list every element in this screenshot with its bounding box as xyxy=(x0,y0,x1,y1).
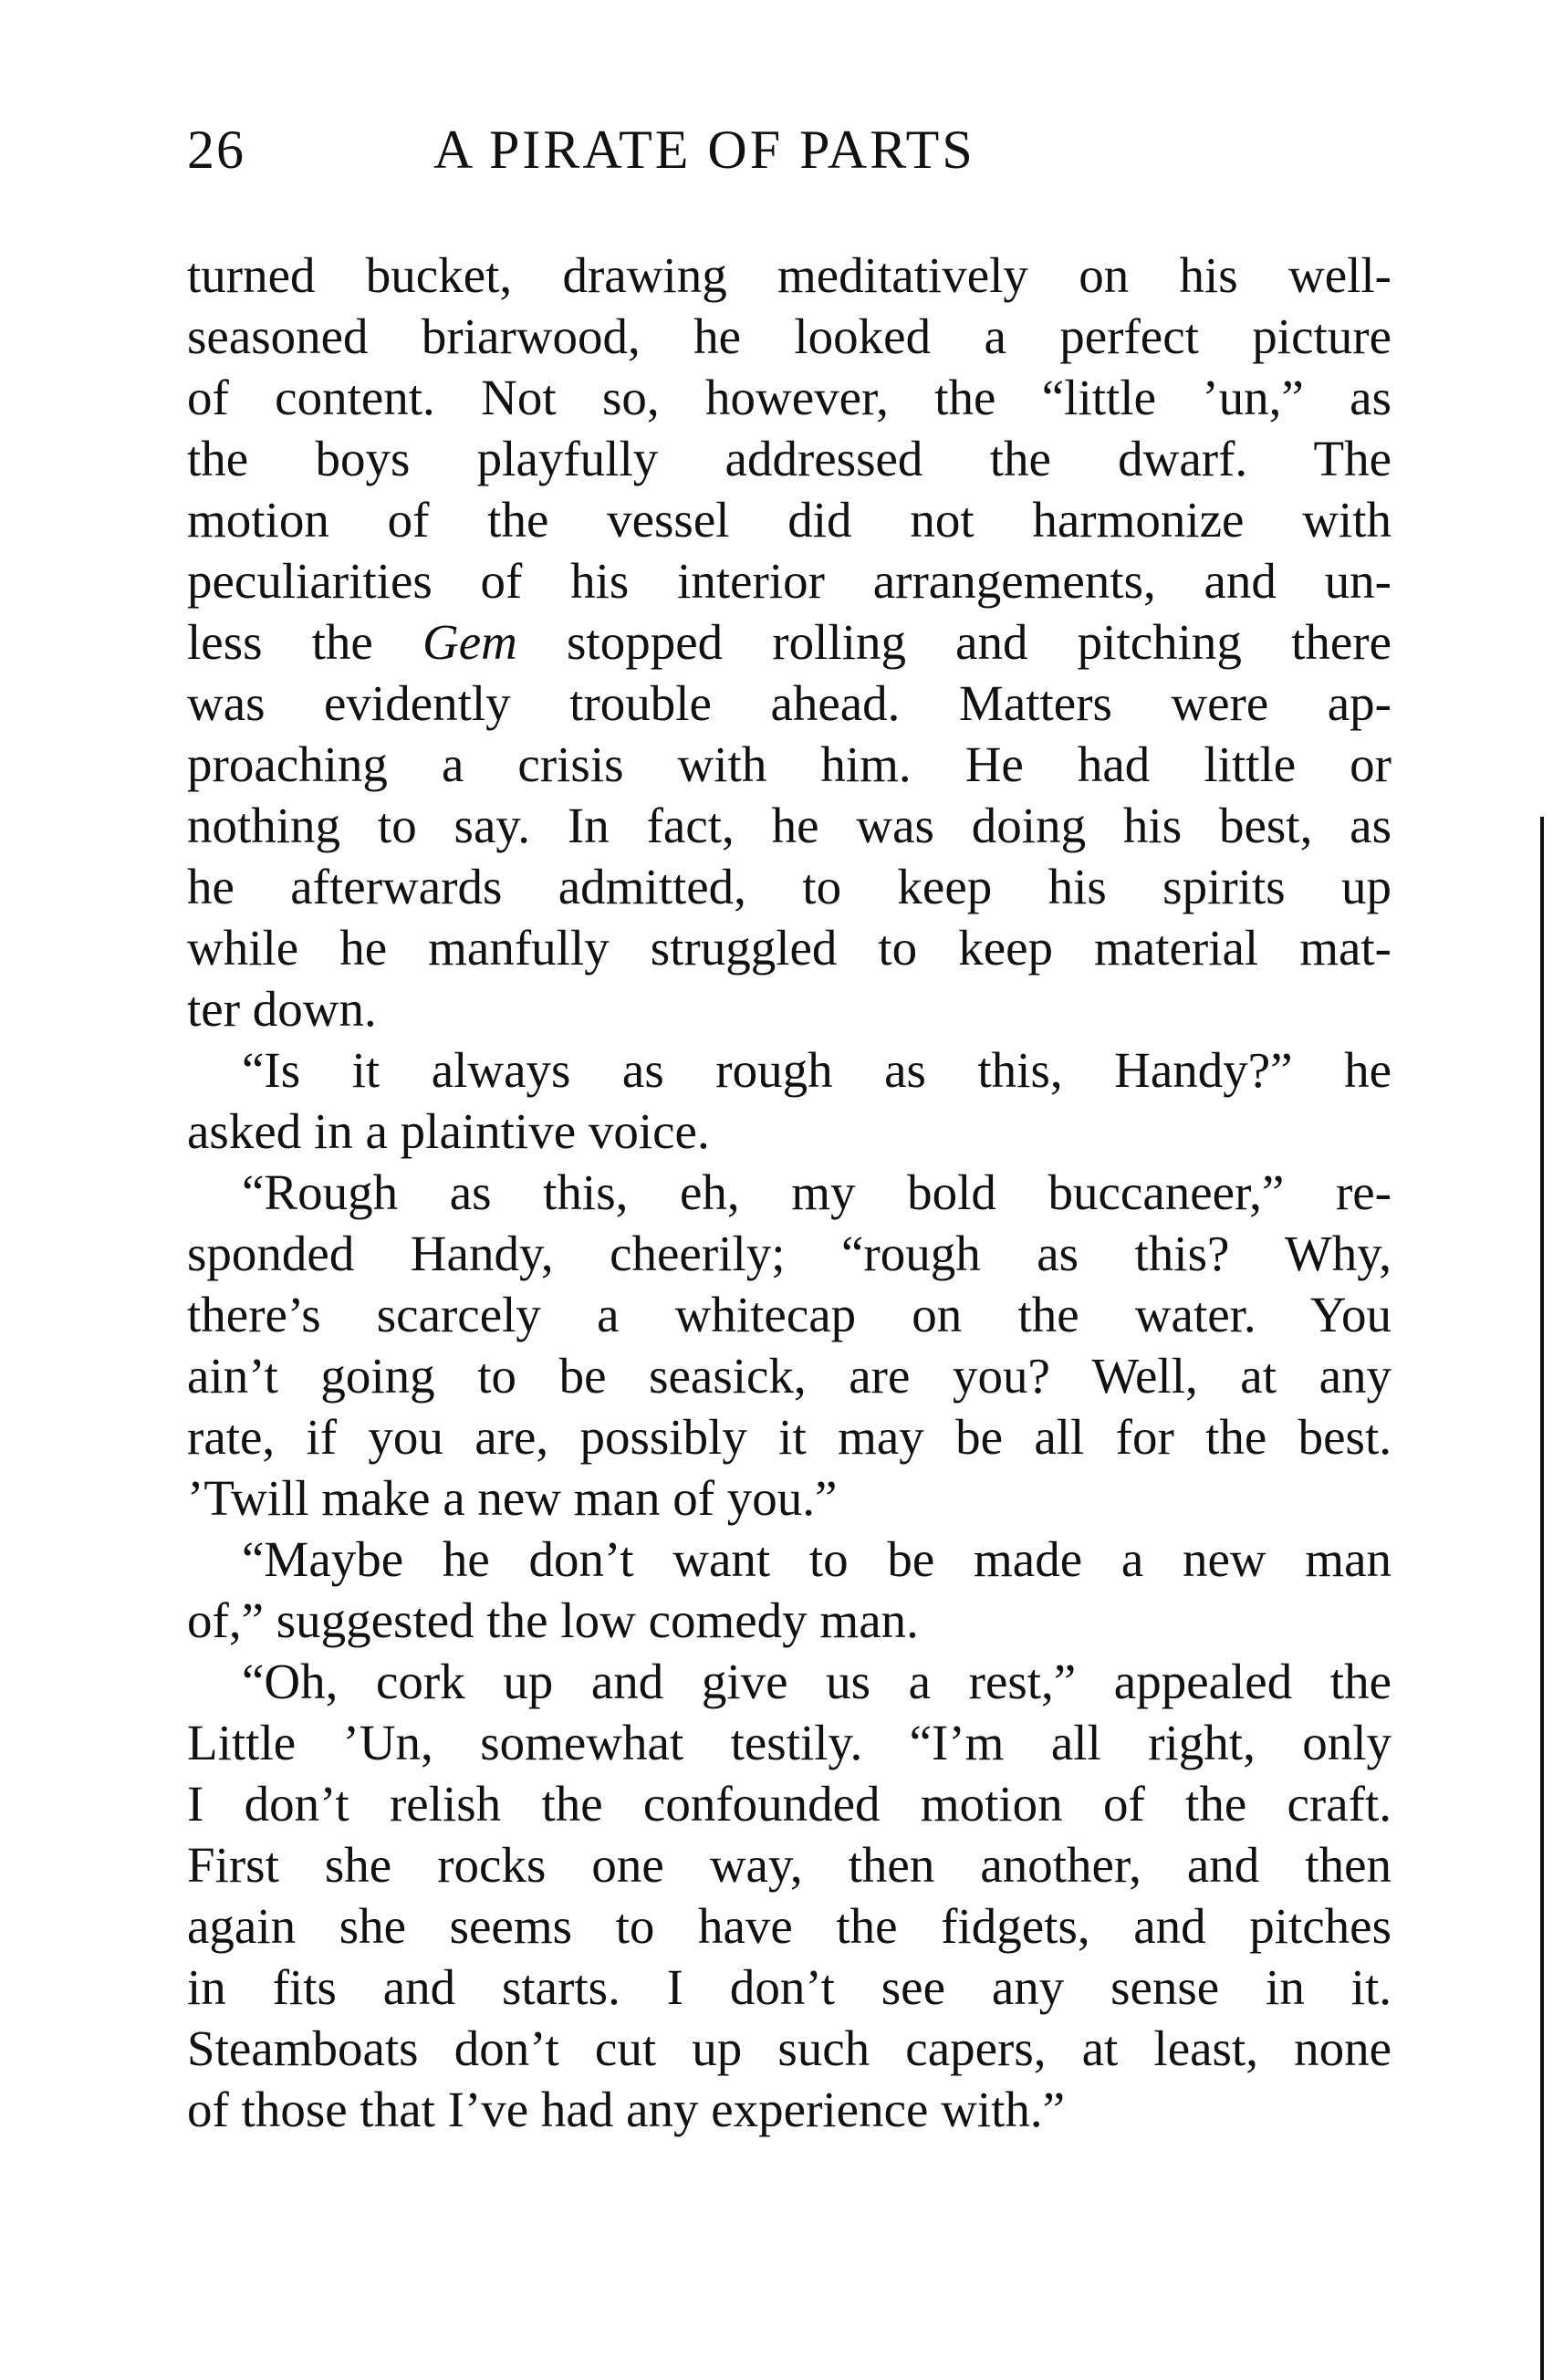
running-title: A PIRATE OF PARTS xyxy=(433,120,975,180)
text-line: ter down. xyxy=(187,981,377,1037)
text-line: “Oh, cork up and give us a rest,” appealed the xyxy=(242,1654,1391,1709)
text-line: peculiarities of his interior arrangements, and un- xyxy=(187,553,1391,609)
text-line: seasoned briarwood, he looked a perfect picture xyxy=(187,308,1391,364)
text-line: proaching a crisis with him. He had little or xyxy=(187,736,1391,792)
text-line: nothing to say. In fact, he was doing his best, as xyxy=(187,798,1391,853)
ship-name: Gem xyxy=(422,614,517,670)
text-line: of,” suggested the low comedy man. xyxy=(187,1592,919,1648)
text-line: of content. Not so, however, the “little ’un,” as xyxy=(187,370,1391,425)
text-line: “Rough as this, eh, my bold buccaneer,” re- xyxy=(242,1164,1391,1220)
text-line: I don’t relish the confounded motion of the craft. xyxy=(187,1776,1391,1832)
page-edge-rule xyxy=(1540,817,1544,2380)
text-line: Steamboats don’t cut up such capers, at least, none xyxy=(187,2020,1391,2076)
text-line: rate, if you are, possibly it may be all for the best. xyxy=(187,1409,1391,1465)
text-line: in fits and starts. I don’t see any sense in it. xyxy=(187,1959,1391,2015)
text-line: ain’t going to be seasick, are you? Well, at any xyxy=(187,1348,1391,1404)
text-line: “Maybe he don’t want to be made a new man xyxy=(242,1531,1391,1587)
text-segment: less the xyxy=(187,614,423,670)
text-line: Little ’Un, somewhat testily. “I’m all right, only xyxy=(187,1715,1391,1770)
text-line: First she rocks one way, then another, and then xyxy=(187,1837,1391,1893)
running-head xyxy=(187,119,1391,192)
text-line: of those that I’ve had any experience with.” xyxy=(187,2082,1066,2137)
text-line: sponded Handy, cheerily; “rough as this? Why, xyxy=(187,1226,1391,1281)
text-line: was evidently trouble ahead. Matters were ap- xyxy=(187,675,1391,731)
text-line: while he manfully struggled to keep material mat- xyxy=(187,920,1391,976)
text-line: asked in a plaintive voice. xyxy=(187,1103,710,1159)
text-line: the boys playfully addressed the dwarf. The xyxy=(187,431,1391,486)
text-line xyxy=(187,611,1391,673)
text-line: motion of the vessel did not harmonize with xyxy=(187,492,1391,548)
page-number: 26 xyxy=(187,120,245,180)
text-line: again she seems to have the fidgets, and pitches xyxy=(187,1898,1391,1954)
text-line: “Is it always as rough as this, Handy?” he xyxy=(242,1042,1391,1098)
body-text xyxy=(187,245,1391,2140)
text-segment: stopped rolling and pitching there xyxy=(516,614,1391,670)
text-line: turned bucket, drawing meditatively on his well- xyxy=(187,247,1391,303)
text-line: there’s scarcely a whitecap on the water. You xyxy=(187,1287,1391,1342)
text-line: ’Twill make a new man of you.” xyxy=(187,1470,838,1526)
text-line: he afterwards admitted, to keep his spirits up xyxy=(187,859,1391,914)
